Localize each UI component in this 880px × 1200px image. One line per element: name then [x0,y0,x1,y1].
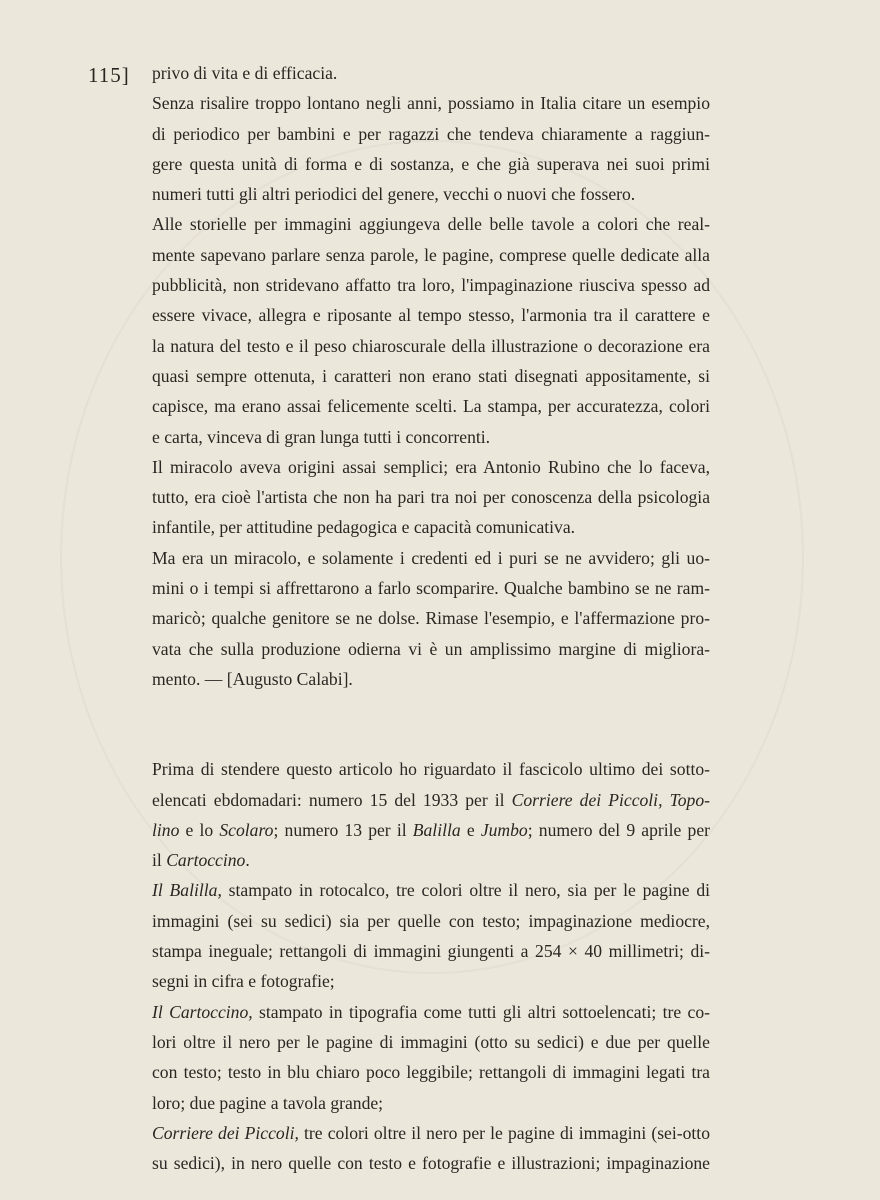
page-number: 115] [88,63,130,87]
paragraph [152,88,710,209]
text-line: privo di vita e di efficacia. [152,63,338,83]
paragraph-intro-second [152,754,710,875]
text-run: stampato in tipografia come tutti gli altri sottoelencati; tre co- [252,1001,710,1022]
text-line: mente sapevano parlare senza parole, le pagine, comprese quelle dedicate alla [152,244,710,265]
periodical-title: Balilla [412,819,461,840]
text-line [152,785,710,815]
text-line: capisce, ma erano assai felicemente scelti. La stampa, per accuratezza, colori [152,396,710,417]
text-run: tre colori oltre il nero per le pagine di immagini (sei-otto [298,1122,710,1143]
text-run: stampato in rotocalco, tre colori oltre il nero, sia per le pagine di [221,880,711,901]
text-line: infantile, per attitudine pedagogica e capacità comunicativa. [152,517,576,538]
periodical-title: Il Balilla, [152,880,222,901]
text-line: Ma era un miracolo, e solamente i credenti ed i puri se ne avvidero; gli uo- [152,547,710,568]
text-line: gere questa unità di forma e di sostanza, e che già superava nei suoi primi [152,153,710,174]
body-text [152,58,710,1178]
text-line: Alle storielle per immagini aggiungeva delle belle tavole a colori che real- [152,214,710,235]
text-line: di periodico per bambini e per ragazzi che tendeva chiaramente a raggiun- [152,123,710,144]
section-gap [152,724,710,754]
text-line: la natura del testo e il peso chiaroscurale della illustrazione o decorazione era [152,335,710,356]
text-line: numeri tutti gli altri periodici del genere, vecchi o nuovi che fossero. [152,184,636,205]
text-line: tutto, era cioè l'artista che non ha pari tra noi per conoscenza della psicologia [152,487,710,508]
text-line: Prima di stendere questo articolo ho riguardato il fascicolo ultimo dei sotto- [152,759,710,780]
periodical-title: Jumbo [480,819,528,840]
first-section [152,58,710,694]
text-line [152,1118,710,1148]
text-line: segni in cifra e fotografie; [152,971,335,992]
text-line: loro; due pagine a tavola grande; [152,1092,384,1113]
text-run: . [245,850,250,871]
text-run: e lo [179,819,220,840]
text-line: mento. — [Augusto Calabi]. [152,668,353,689]
text-line [152,997,710,1027]
text-line: quasi sempre ottenuta, i caratteri non erano stati disegnati appositamente, si [152,365,710,386]
text-line: essere vivace, allegra e riposante al tempo stesso, l'armonia tra il carattere e [152,305,710,326]
text-line: immagini (sei su sedici) sia per quelle con testo; impaginazione mediocre, [152,910,710,931]
text-line: pubblicità, non stridevano affatto tra loro, l'impaginazione riusciva spesso ad [152,275,710,296]
text-line: mini o i tempi si affrettarono a farlo scomparire. Qualche bambino se ne ram- [152,578,710,599]
paragraph [152,209,710,451]
periodical-title: Cartoccino [166,850,246,871]
text-run: e [460,819,481,840]
paragraph-corriere [152,1118,710,1179]
text-line: con testo; testo in blu chiaro poco leggibile; rettangoli di immagini legati tra [152,1062,710,1083]
paragraph [152,452,710,543]
paragraph-balilla [152,875,710,996]
text-line: e carta, vinceva di gran lunga tutti i concorrenti. [152,426,491,447]
periodical-title: Il Cartoccino, [152,1001,253,1022]
text-line [152,845,710,875]
text-run: elencati ebdomadari: numero 15 del 1933 per il [152,789,512,810]
section-gap [152,694,710,724]
text-line: lori oltre il nero per le pagine di immagini (otto su sedici) e due per quelle [152,1031,710,1052]
text-run: ; numero del 9 aprile per [527,819,710,840]
paragraph [152,543,710,694]
text-line: su sedici), in nero quelle con testo e fotografie e illustrazioni; impaginazione [152,1153,710,1174]
paragraph-cartoccino [152,997,710,1118]
text-run: ; numero 13 per il [273,819,413,840]
text-line [152,875,710,905]
periodical-title: Corriere dei Piccoli, Topo- [511,789,710,810]
text-line: Il miracolo aveva origini assai semplici; era Antonio Rubino che lo faceva, [152,456,710,477]
paragraph [152,58,710,88]
text-line: maricò; qualche genitore se ne dolse. Rimase l'esempio, e l'affermazione pro- [152,608,710,629]
periodical-title: Scolaro [219,819,274,840]
text-run: il [152,850,167,871]
text-line: Senza risalire troppo lontano negli anni, possiamo in Italia citare un esempio [152,93,710,114]
text-line: vata che sulla produzione odierna vi è un amplissimo margine di migliora- [152,638,710,659]
text-line: stampa ineguale; rettangoli di immagini giungenti a 254 × 40 millimetri; di- [152,941,710,962]
text-line [152,815,710,845]
periodical-title: Corriere dei Piccoli, [152,1122,299,1143]
periodical-title: lino [152,819,180,840]
